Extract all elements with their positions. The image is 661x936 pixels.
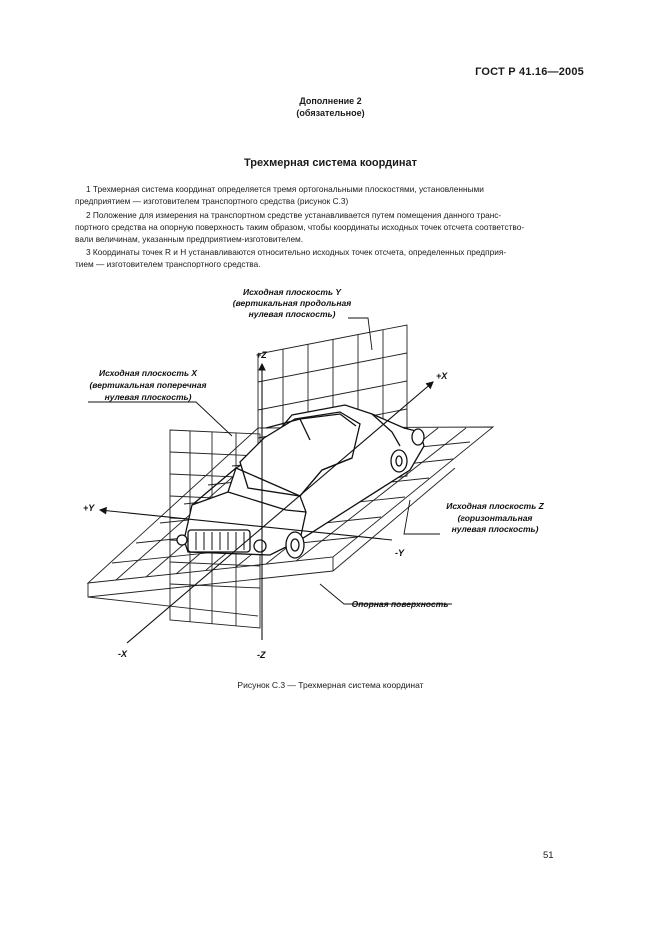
paragraph-line: 2 Положение для измерения на транспортном средстве устанавливается путем помещения данного транс- (86, 210, 502, 220)
axis-label-plus-y: +Y (83, 503, 95, 513)
leader-plane-x (88, 402, 232, 436)
annex-title: Дополнение 2 (299, 96, 362, 106)
support-surface-label: Опорная поверхность (351, 599, 449, 609)
annex-status: (обязательное) (296, 108, 365, 118)
plane-z-label-line2: (горизонтальная (457, 513, 533, 523)
axis-label-plus-x: +X (436, 371, 448, 381)
plane-x-label-line3: нулевая плоскость) (104, 392, 192, 402)
axis-label-minus-z: -Z (257, 650, 266, 660)
axis-label-plus-z: +Z (256, 350, 267, 360)
page-number: 51 (543, 850, 554, 861)
axis-label-minus-x: -X (118, 649, 127, 659)
plane-y-label-line2: (вертикальная продольная (232, 298, 352, 308)
paragraph-line: вали величинам, указанным предприятием-изготовителем. (75, 234, 304, 244)
leader-plane-z (404, 500, 440, 534)
axis-label-minus-y: -Y (395, 548, 404, 558)
paragraph-line: портного средства на опорную поверхность таким образом, чтобы координаты исходных точек отсчета соответство- (75, 222, 525, 232)
plane-y-label-line3: нулевая плоскость) (248, 309, 336, 319)
car-drawing (177, 405, 424, 558)
paragraph-line: 1 Трехмерная система координат определяется тремя ортогональными плоскостями, установленными (86, 184, 484, 194)
plane-z-label-line1: Исходная плоскость Z (446, 501, 544, 511)
figure-caption: Рисунок С.3 — Трехмерная система координат (237, 680, 424, 690)
paragraph-line: тием — изготовителем транспортного средства. (75, 259, 261, 269)
plane-x-label-line1: Исходная плоскость X (98, 368, 198, 378)
standard-number: ГОСТ Р 41.16—2005 (475, 66, 584, 78)
plane-x-label-line2: (вертикальная поперечная (89, 380, 207, 390)
plane-y-label-line1: Исходная плоскость Y (242, 287, 342, 297)
plane-z-label-line3: нулевая плоскость) (451, 524, 539, 534)
paragraph-line: предприятием — изготовителем транспортного средства (рисунок С.3) (75, 196, 349, 206)
section-title: Трехмерная система координат (244, 157, 417, 169)
paragraph-line: 3 Координаты точек R и H устанавливаются относительно исходных точек отсчета, определенных предприя- (86, 247, 507, 257)
